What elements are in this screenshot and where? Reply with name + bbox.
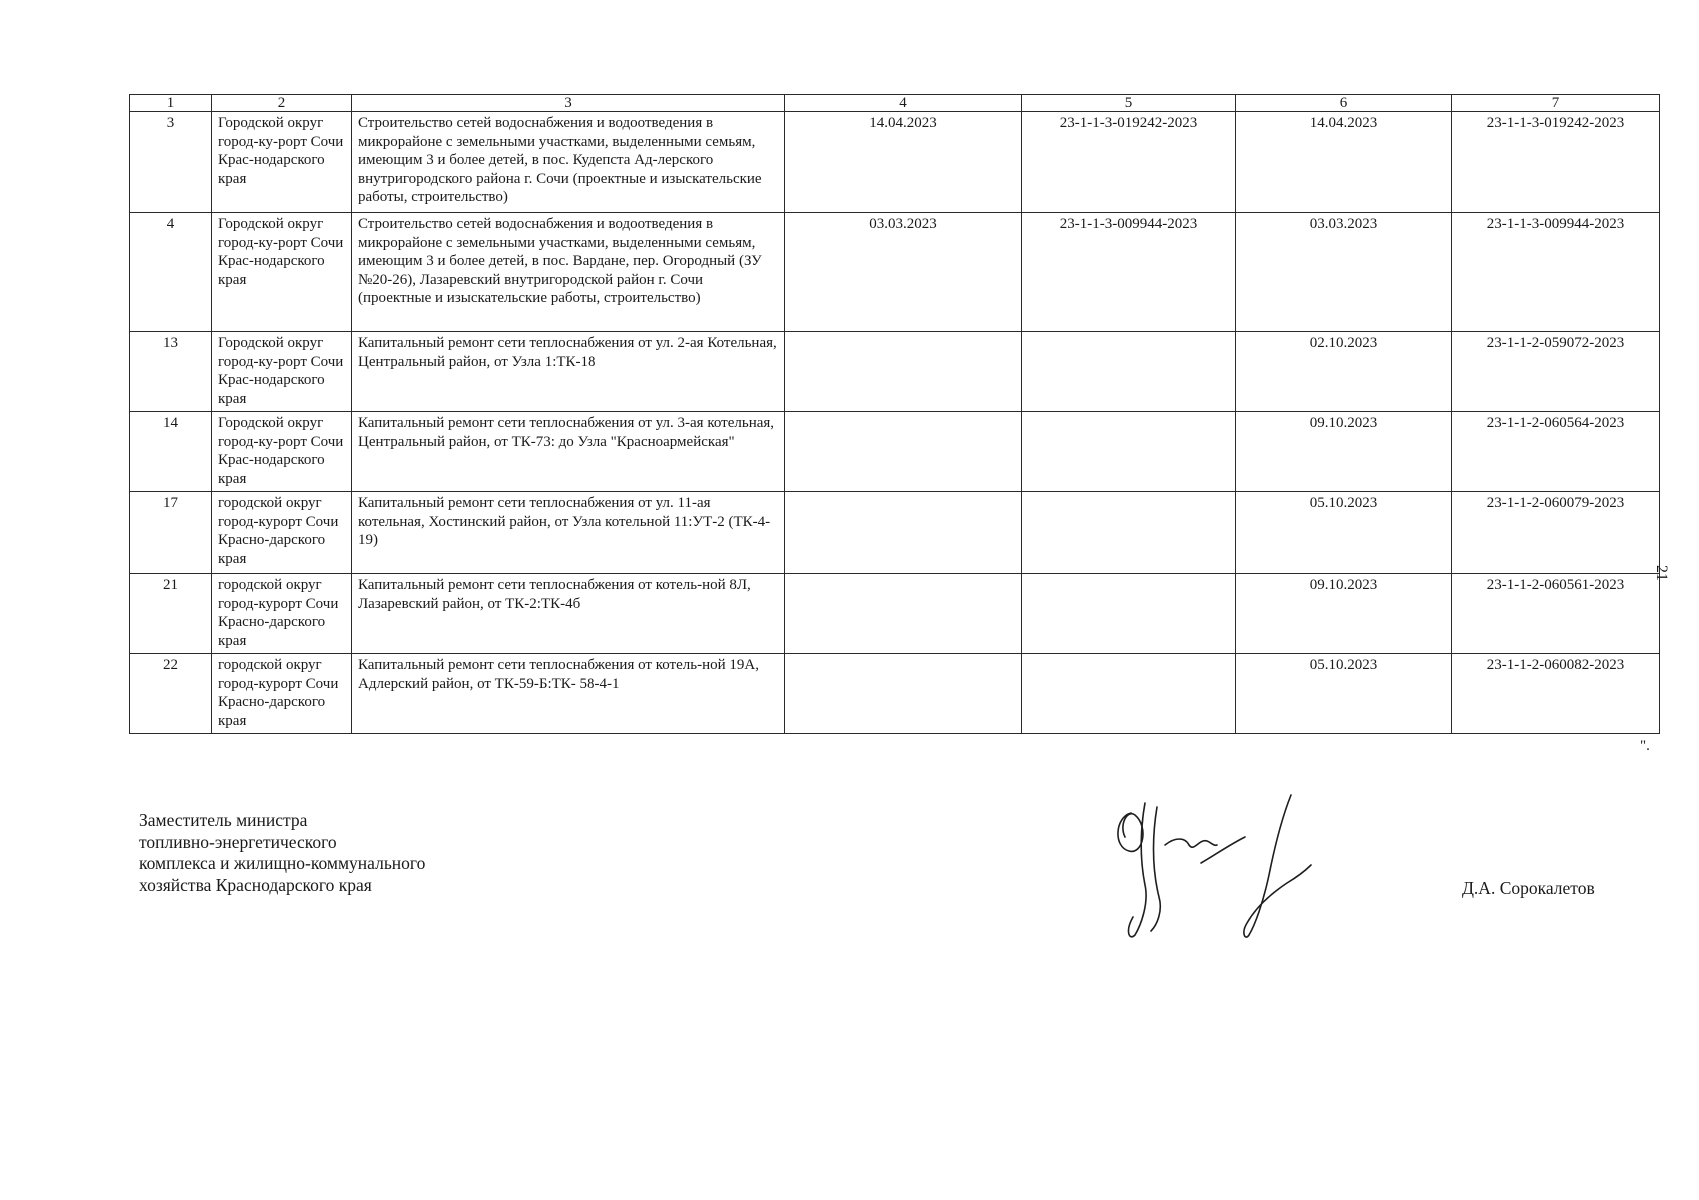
row-number: 21 [130,574,212,654]
table-header-row [130,95,1660,112]
table-row [130,574,1660,654]
date-cell: 14.04.2023 [1236,112,1452,213]
column-number: 7 [1452,95,1660,112]
date-cell: 03.03.2023 [785,213,1022,332]
code-cell: 23-1-1-2-060561-2023 [1452,574,1660,654]
code-cell: 23-1-1-3-009944-2023 [1452,213,1660,332]
column-number: 6 [1236,95,1452,112]
row-number: 22 [130,654,212,734]
signer-position: Заместитель министра топливно-энергетического комплекса и жилищно-коммунального хозяйства Краснодарского края [139,810,426,895]
page-number: 21 [1653,565,1670,581]
table-row [130,213,1660,332]
description-cell: Капитальный ремонт сети теплоснабжения от котель-ной 8Л, Лазаревский район, от ТК-2:ТК-4б [352,574,785,654]
code-cell: 23-1-1-2-059072-2023 [1452,332,1660,412]
territory-cell: Городской округ город-ку-рорт Сочи Крас-нодарского края [212,332,352,412]
code-cell: 23-1-1-3-019242-2023 [1452,112,1660,213]
row-number: 17 [130,492,212,574]
date-cell: 14.04.2023 [785,112,1022,213]
date-cell: 03.03.2023 [1236,213,1452,332]
date-cell: 09.10.2023 [1236,574,1452,654]
date-cell [785,492,1022,574]
date-cell [785,654,1022,734]
description-cell: Строительство сетей водоснабжения и водоотведения в микрорайоне с земельными участками, выделенными семьям, имеющим 3 и более детей, в пос. Кудепста Ад-лерского внутригородского района г. Сочи (проектные и изыскательские работы, строительство) [352,112,785,213]
code-cell [1022,654,1236,734]
code-cell [1022,492,1236,574]
column-number: 1 [130,95,212,112]
table-row [130,112,1660,213]
projects-table [129,94,1660,734]
table-row [130,332,1660,412]
code-cell: 23-1-1-2-060079-2023 [1452,492,1660,574]
table-row [130,492,1660,574]
code-cell: 23-1-1-2-060082-2023 [1452,654,1660,734]
date-cell: 05.10.2023 [1236,654,1452,734]
code-cell: 23-1-1-2-060564-2023 [1452,412,1660,492]
description-cell: Капитальный ремонт сети теплоснабжения от ул. 2-ая Котельная, Центральный район, от Узла 1:ТК-18 [352,332,785,412]
row-number: 3 [130,112,212,213]
territory-cell: городской округ город-курорт Сочи Красно-дарского края [212,654,352,734]
description-cell: Капитальный ремонт сети теплоснабжения от ул. 3-ая котельная, Центральный район, от ТК-73: до Узла "Красноармейская" [352,412,785,492]
description-cell: Капитальный ремонт сети теплоснабжения от ул. 11-ая котельная, Хостинский район, от Узла котельной 11:УТ-2 (ТК-4-19) [352,492,785,574]
column-number: 5 [1022,95,1236,112]
date-cell [785,574,1022,654]
date-cell [785,332,1022,412]
column-number: 4 [785,95,1022,112]
row-number: 14 [130,412,212,492]
territory-cell: городской округ город-курорт Сочи Красно-дарского края [212,492,352,574]
table-row [130,412,1660,492]
description-cell: Капитальный ремонт сети теплоснабжения от котель-ной 19А, Адлерский район, от ТК-59-Б:ТК- 58-4-1 [352,654,785,734]
code-cell [1022,574,1236,654]
date-cell: 05.10.2023 [1236,492,1452,574]
description-cell: Строительство сетей водоснабжения и водоотведения в микрорайоне с земельными участками, выделенными семьям, имеющим 3 и более детей, в пос. Вардане, пер. Огородный (ЗУ №20-26), Лазаревский внутригородской район г. Сочи (проектные и изыскательские работы, строительство) [352,213,785,332]
table-row [130,654,1660,734]
signer-name: Д.А. Сорокалетов [1462,878,1595,898]
territory-cell: Городской округ город-ку-рорт Сочи Крас-нодарского края [212,412,352,492]
territory-cell: Городской округ город-ку-рорт Сочи Крас-нодарского края [212,213,352,332]
territory-cell: городской округ город-курорт Сочи Красно-дарского края [212,574,352,654]
closing-quote: ". [1640,738,1650,754]
date-cell [785,412,1022,492]
code-cell [1022,332,1236,412]
date-cell: 09.10.2023 [1236,412,1452,492]
code-cell [1022,412,1236,492]
row-number: 4 [130,213,212,332]
column-number: 2 [212,95,352,112]
column-number: 3 [352,95,785,112]
row-number: 13 [130,332,212,412]
territory-cell: Городской округ город-ку-рорт Сочи Крас-нодарского края [212,112,352,213]
handwritten-signature [1105,785,1315,945]
code-cell: 23-1-1-3-019242-2023 [1022,112,1236,213]
date-cell: 02.10.2023 [1236,332,1452,412]
code-cell: 23-1-1-3-009944-2023 [1022,213,1236,332]
